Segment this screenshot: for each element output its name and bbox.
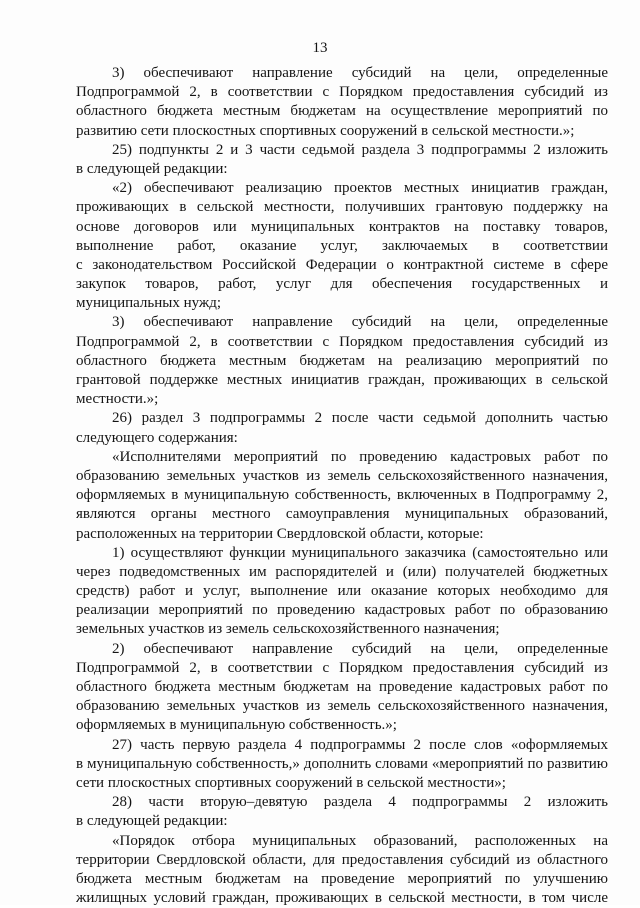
text-line: грантовой поддержке местных инициатив граждан, проживающих в сельской xyxy=(76,372,608,388)
text-line: 25) подпункты 2 и 3 части седьмой раздела 3 подпрограммы 2 изложить xyxy=(112,141,608,158)
text-line: «2) обеспечивают реализацию проектов местных инициатив граждан, xyxy=(112,180,608,197)
text-line: муниципальных нужд; xyxy=(76,295,222,312)
text-line: областного бюджета местным бюджетам на проведение кадастровых работ по xyxy=(76,679,608,695)
text-line: являются органы местного самоуправления муниципальных образований, xyxy=(76,506,608,523)
text-line: сети плоскостных спортивных сооружений в сельской местности»; xyxy=(76,774,506,791)
text-line: 3) обеспечивают направление субсидий на цели, определенные xyxy=(112,314,608,331)
text-line: с законодательством Российской Федерации о контрактной системе в сфере xyxy=(76,256,608,273)
text-line: Подпрограммой 2, в соответствии с Порядком предоставления субсидий из xyxy=(76,333,608,350)
text-line: через подведомственных им распорядителей и (или) получателей бюджетных xyxy=(76,563,608,580)
text-line: средств) работ и услуг, выполнение или оказание которых необходимо для xyxy=(76,583,608,600)
text-line: реализации мероприятий по проведению кадастровых работ по образованию xyxy=(76,602,608,619)
page-number: 13 xyxy=(312,40,328,56)
text-line: 3) обеспечивают направление субсидий на цели, определенные xyxy=(112,65,608,81)
text-line: 27) часть первую раздела 4 подпрограммы 2 после слов «оформляемых xyxy=(112,736,608,753)
text-line: территории Свердловской области, для предоставления субсидий из областного xyxy=(76,851,608,868)
document-body xyxy=(76,64,608,908)
text-line: Подпрограммой 2, в соответствии с Порядком предоставления субсидий из xyxy=(76,659,608,676)
text-line: проживающих в сельской местности, получивших грантовую поддержку на xyxy=(76,199,608,216)
text-line: в следующей редакции: xyxy=(76,813,228,830)
text-line: в следующей редакции: xyxy=(76,160,228,177)
text-line: оформляемых в муниципальную собственность, включенных в Подпрограмму 2, xyxy=(76,487,608,504)
text-line: жилищных условий граждан, проживающих в сельской местности, в том числе xyxy=(76,890,608,907)
text-line: областного бюджета местным бюджетам на осуществление мероприятий по xyxy=(76,103,608,120)
text-line: выполнение работ, оказание услуг, заключаемых в соответствии xyxy=(76,237,608,254)
text-line: бюджета местным бюджетам на проведение мероприятий по улучшению xyxy=(76,870,608,887)
text-line: образованию земельных участков из земель сельскохозяйственного назначения, xyxy=(76,698,608,715)
text-line: местности.»; xyxy=(76,391,159,408)
text-line: 26) раздел 3 подпрограммы 2 после части седьмой дополнить частью xyxy=(112,410,608,427)
text-line: «Исполнителями мероприятий по проведению кадастровых работ по xyxy=(112,448,608,465)
text-line: расположенных на территории Свердловской области, которые: xyxy=(76,525,484,542)
text-line: в муниципальную собственность,» дополнить словами «мероприятий по развитию xyxy=(76,755,608,772)
text-line: 28) части вторую–девятую раздела 4 подпрограммы 2 изложить xyxy=(112,794,608,811)
text-line: Подпрограммой 2, в соответствии с Порядком предоставления субсидий из xyxy=(76,84,608,101)
text-line: закупок товаров, работ, услуг для обеспечения государственных и xyxy=(76,276,608,293)
text-line: 1) осуществляют функции муниципального заказчика (самостоятельно или xyxy=(112,544,608,561)
text-line: «Порядок отбора муниципальных образований, расположенных на xyxy=(112,832,608,849)
text-line: земельных участков из земель сельскохозяйственного назначения; xyxy=(76,621,500,638)
text-line: образованию земельных участков из земель сельскохозяйственного назначения, xyxy=(76,467,608,484)
text-line: основе договоров или муниципальных контрактов на поставку товаров, xyxy=(76,218,608,235)
text-line: следующего содержания: xyxy=(76,429,238,446)
text-line: областного бюджета местным бюджетам на реализацию мероприятий по xyxy=(76,352,608,369)
text-line: развитию сети плоскостных спортивных сооружений в сельской местности.»; xyxy=(76,122,575,139)
text-line: 2) обеспечивают направление субсидий на цели, определенные xyxy=(112,640,608,657)
text-line: оформляемых в муниципальную собственность.»; xyxy=(76,717,397,734)
